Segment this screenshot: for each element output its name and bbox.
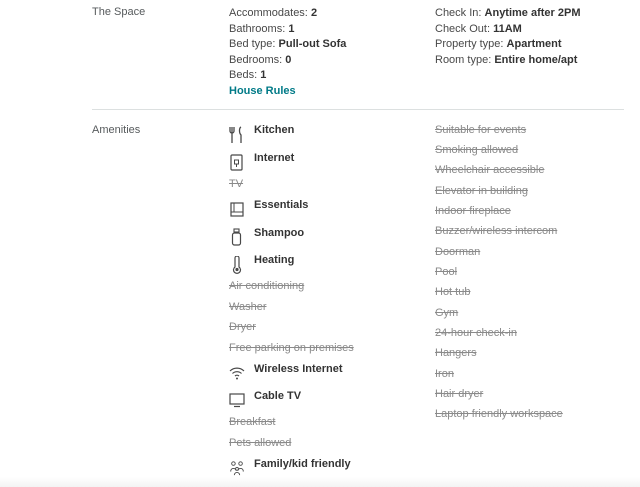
space-details-left	[229, 5, 346, 99]
house-rules-link[interactable]: House Rules	[229, 84, 296, 97]
amenity-dryer: Dryer	[229, 321, 256, 333]
detail-property-type: Property type: Apartment	[435, 38, 562, 50]
section-label-the-space: The Space	[92, 6, 146, 18]
amenity-breakfast: Breakfast	[229, 416, 276, 428]
amenity-tv: TV	[229, 178, 244, 190]
amenity-24-hour-check-in: 24-hour check-in	[435, 327, 517, 339]
section-label-amenities: Amenities	[92, 124, 141, 136]
detail-bed-type: Bed type: Pull-out Sofa	[229, 38, 347, 50]
section-divider	[92, 109, 624, 110]
internet-icon	[229, 154, 245, 172]
amenity-wheelchair-accessible: Wheelchair accessible	[435, 164, 545, 176]
amenity-air-conditioning: Air conditioning	[229, 280, 305, 292]
detail-bedrooms: Bedrooms: 0	[229, 53, 292, 66]
amenity-laptop-workspace: Laptop friendly workspace	[435, 408, 563, 420]
amenity-elevator: Elevator in building	[435, 185, 528, 197]
amenity-buzzer-intercom: Buzzer/wireless intercom	[435, 225, 558, 237]
amenity-indoor-fireplace: Indoor fireplace	[435, 205, 511, 217]
amenity-hangers: Hangers	[435, 347, 477, 359]
amenity-free-parking: Free parking on premises	[229, 342, 354, 354]
amenity-gym: Gym	[435, 307, 459, 319]
detail-bathrooms: Bathrooms: 1	[229, 22, 295, 35]
amenity-doorman: Doorman	[435, 246, 481, 258]
amenity-hair-dryer: Hair dryer	[435, 388, 484, 400]
detail-check-in: Check In: Anytime after 2PM	[435, 7, 581, 19]
detail-beds: Beds: 1	[229, 69, 267, 81]
detail-accommodates: Accommodates: 2	[229, 7, 318, 19]
amenity-washer: Washer	[229, 301, 267, 313]
family-icon	[229, 459, 245, 477]
kitchen-icon	[229, 126, 245, 144]
amenity-pool: Pool	[435, 266, 458, 278]
essentials-icon	[229, 201, 245, 219]
tv-icon	[229, 391, 245, 409]
detail-check-out: Check Out: 11AM	[435, 22, 522, 35]
space-details-right	[435, 5, 581, 67]
bottom-fade	[0, 477, 640, 487]
amenity-suitable-for-events: Suitable for events	[435, 124, 527, 136]
amenity-iron: Iron	[435, 368, 454, 380]
amenity-pets-allowed: Pets allowed	[229, 437, 292, 449]
shampoo-icon	[229, 228, 245, 246]
thermometer-icon	[229, 256, 245, 274]
wifi-icon	[229, 364, 245, 382]
amenity-smoking-allowed: Smoking allowed	[435, 144, 519, 156]
detail-room-type: Room type: Entire home/apt	[435, 53, 578, 66]
amenity-hot-tub: Hot tub	[435, 286, 471, 298]
